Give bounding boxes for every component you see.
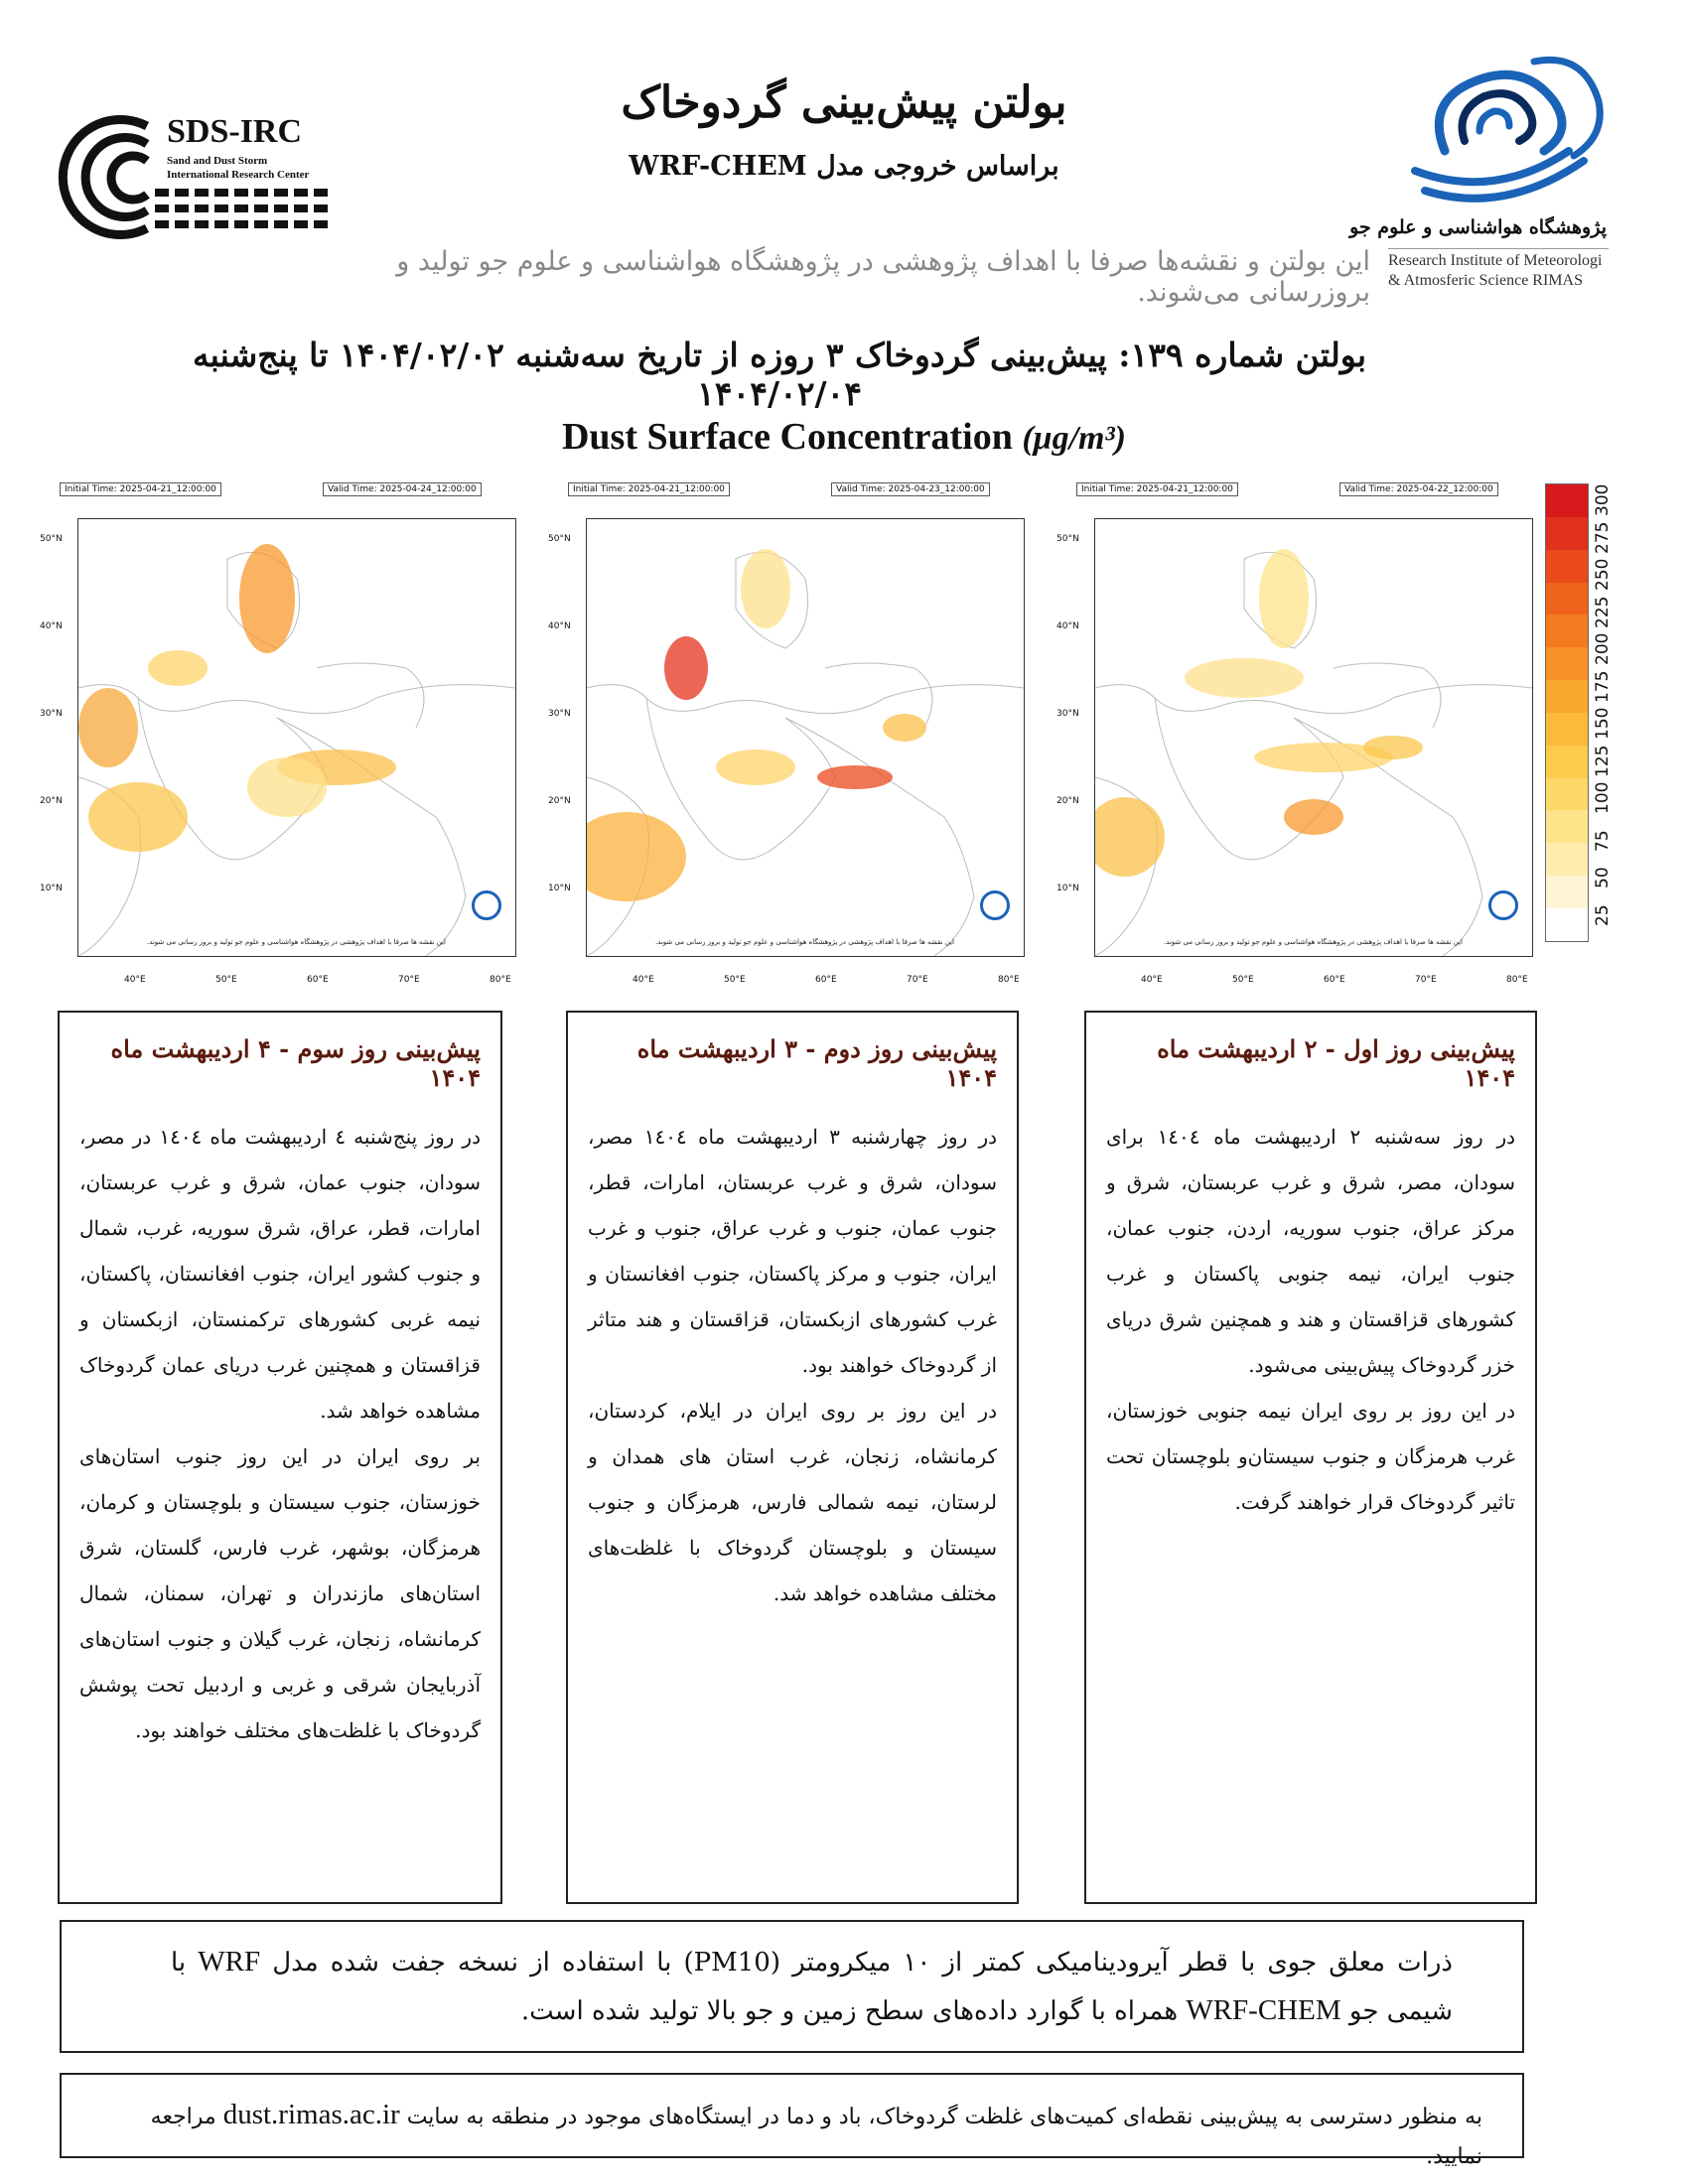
lon-label: 50°E (724, 975, 746, 985)
dust-plume (239, 544, 295, 653)
map-initial-time: Initial Time: 2025-04-21_12:00:00 (60, 482, 221, 496)
lat-label: 10°N (40, 884, 63, 893)
colorbar-segment (1546, 810, 1588, 843)
disclaimer-text: این بولتن و نقشه‌ها صرفا با اهداف پژوهشی در پژوهشگاه هواشناسی و علوم جو تولید و بروزرسانی می‌شوند. (396, 246, 1370, 308)
bulletin-heading: بولتن شماره ۱۳۹: پیش‌بینی گردوخاک ۳ روزه از تاریخ سه‌شنبه ۱۴۰۴/۰۲/۰۲ تا پنج‌شنبه ۱۴۰۴/۰۲/۰۴ (192, 336, 1367, 413)
colorbar-segment (1546, 713, 1588, 746)
model-info-part-c: با شیمی جو (171, 1948, 1453, 2026)
model-info-text (171, 1938, 1453, 2035)
map-logo-icon (980, 890, 1010, 920)
dust-plume (148, 650, 208, 686)
sds-irc-sub-2: International Research Center (167, 169, 310, 181)
colorbar-segment (1546, 746, 1588, 778)
dust-map-2 (548, 482, 1045, 989)
forecast-day2-text-2: در این روز بر روی ایران در ایلام، کردستان، کرمانشاه، زنجان، غرب استان های همدان و لرستان، نیمه شمالی فارس، هرمزگان و جنوب سیستان و بلوچستان گردوخاک با غلظت‌های مختلف مشاهده خواهد شد. (588, 1399, 997, 1605)
map-valid-time: Valid Time: 2025-04-22_12:00:00 (1339, 482, 1498, 496)
rimas-divider (1388, 248, 1609, 249)
map-note: این نقشه ها صرفا با اهداف پژوهشی در پژوهشگاه هواشناسی و علوم جو تولید و بروز رسانی می شوند. (146, 938, 446, 946)
lon-label: 80°E (998, 975, 1020, 985)
colorbar-segment (1546, 647, 1588, 680)
website-info-box (60, 2073, 1524, 2169)
map-initial-time: Initial Time: 2025-04-21_12:00:00 (568, 482, 730, 496)
map-logo-icon (472, 890, 501, 920)
forecast-day3-title: پیش‌بینی روز سوم - ۴ اردیبهشت ماه ۱۴۰۴ (110, 1034, 481, 1092)
colorbar-segment (1546, 680, 1588, 713)
colorbar-tick: 25 (1593, 903, 1613, 926)
lon-label: 60°E (307, 975, 329, 985)
map-valid-time: Valid Time: 2025-04-23_12:00:00 (831, 482, 990, 496)
lon-label: 40°E (633, 975, 654, 985)
model-info-wrf: WRF (198, 1946, 261, 1978)
model-info-box (60, 1920, 1524, 2053)
map-valid-time: Valid Time: 2025-04-24_12:00:00 (323, 482, 482, 496)
model-info-part-e: همراه با گوارد داده‌های سطح زمین و جو بالا تولید شده است. (520, 1996, 1179, 2026)
lat-label: 50°N (1056, 534, 1079, 544)
map-logo-icon (1488, 890, 1518, 920)
colorbar-tick: 275 (1593, 521, 1613, 554)
colorbar-tick: 50 (1593, 867, 1613, 888)
colorbar-segment (1546, 583, 1588, 615)
colorbar-segment (1546, 517, 1588, 550)
map-plot-area (1094, 518, 1533, 957)
dust-plume (247, 757, 327, 817)
chart-title-text: Dust Surface Concentration (561, 416, 1013, 458)
lat-label: 20°N (40, 796, 63, 806)
rimas-logo (1385, 42, 1623, 210)
dust-plume (716, 750, 795, 785)
colorbar-tick: 225 (1593, 596, 1613, 628)
colorbar-segment (1546, 843, 1588, 876)
website-info-part-c: مراجعه نمایید. (150, 2105, 1482, 2169)
colorbar (1545, 483, 1589, 942)
forecast-day2-text-1: در روز چهارشنبه ۳ اردیبهشت ماه ١٤٠٤ مصر، سودان، شرق و غرب عربستان، امارات، قطر، جنوب عمان، جنوب و غرب عراق، جنوب و غرب ایران، جنوب و مرکز پاکستان، جنوب افغانستان و غرب کشورهای ازبکستان، قزاقستان و هند متاثر از گردوخاک خواهند بود. (588, 1125, 998, 1377)
chart-title: Dust Surface Concentration (μg/m³) (561, 416, 1126, 458)
website-link[interactable]: dust.rimas.ac.ir (222, 2099, 400, 2130)
colorbar-segment (1546, 484, 1588, 517)
dust-plume (78, 688, 138, 767)
lat-label: 40°N (548, 621, 571, 631)
lat-label: 40°N (40, 621, 63, 631)
map-basemap (587, 519, 1024, 956)
bulletin-subtitle: براساس خروجی مدل WRF-CHEM (629, 151, 1059, 182)
rimas-name-fa: پژوهشگاه هواشناسی و علوم جو (1349, 216, 1607, 238)
map-note: این نقشه ها صرفا با اهداف پژوهشی در پژوهشگاه هواشناسی و علوم جو تولید و بروز رسانی می شوند. (654, 938, 954, 946)
lon-label: 40°E (124, 975, 146, 985)
lat-label: 30°N (40, 709, 63, 719)
colorbar-tick: 300 (1593, 483, 1613, 516)
dust-plume (88, 782, 188, 852)
colorbar-segment (1546, 778, 1588, 811)
website-info-text (101, 2095, 1482, 2177)
sds-irc-name: SDS-IRC (167, 113, 303, 150)
dust-plume (1185, 658, 1304, 698)
map-basemap (78, 519, 515, 956)
lat-label: 30°N (548, 709, 571, 719)
chart-unit: μg/m³ (1033, 420, 1115, 457)
forecast-day3-text-1: در روز پنج‌شنبه ٤ اردیبهشت ماه ١٤٠٤ در مصر، سودان، جنوب عمان، شرق و غرب عربستان، امارات، قطر، عراق، شرق سوریه، غرب، شمال و جنوب کشور ایران، جنوب افغانستان، پاکستان، نیمه غربی کشورهای ترکمنستان، ازبکستان و قزاقستان و همچنین غرب دریای عمان گردوخاک مشاهده خواهد شد. (79, 1125, 481, 1423)
colorbar-tick: 150 (1593, 707, 1613, 740)
colorbar-tick: 75 (1593, 829, 1613, 852)
lon-label: 50°E (215, 975, 237, 985)
forecast-day1-text-1: در روز سه‌شنبه ۲ اردیبهشت ماه ١٤٠٤ برای سودان، مصر، شرق و غرب عربستان، شرق و مرکز عراق، جنوب سوریه، اردن، جنوب عمان، جنوب ایران، نیمه جنوبی پاکستان و غرب کشورهای قزاقستان و هند و همچنین شرق دریای خزر گردوخاک پیش‌بینی می‌شود. (1106, 1125, 1516, 1377)
colorbar-tick: 250 (1593, 558, 1613, 591)
dust-plume (883, 714, 926, 742)
forecast-day3 (58, 1011, 502, 1904)
colorbar-segment (1546, 908, 1588, 941)
lat-label: 20°N (548, 796, 571, 806)
dust-plume (1259, 549, 1309, 648)
forecast-day1-title: پیش‌بینی روز اول - ۲ اردیبهشت ماه ۱۴۰۴ (1157, 1034, 1515, 1092)
model-info-wrf-chem: WRF-CHEM (1186, 1994, 1341, 2026)
colorbar-tick: 200 (1593, 632, 1613, 665)
lon-label: 50°E (1232, 975, 1254, 985)
model-info-part-a: ذرات معلق جوی با قطر آیرودینامیکی کمتر از ۱۰ میکرومتر (PM10) با استفاده از نسخه جفت شده مدل (272, 1948, 1453, 1978)
colorbar-segment (1546, 876, 1588, 908)
sds-irc-sub-1: Sand and Dust Storm (167, 155, 268, 167)
dust-plume (817, 765, 893, 789)
forecast-day1-text-2: در این روز بر روی ایران نیمه جنوبی خوزستان، غرب هرمزگان و جنوب سیستان‌و بلوچستان تحت تاثیر گردوخاک قرار خواهند گرفت. (1106, 1399, 1515, 1514)
colorbar-tick: 175 (1593, 670, 1613, 703)
lon-label: 60°E (815, 975, 837, 985)
lat-label: 10°N (1056, 884, 1079, 893)
colorbar-segment (1546, 614, 1588, 647)
rimas-name-en-2: & Atmosferic Science RIMAS (1388, 272, 1583, 289)
dust-plume (587, 812, 686, 901)
lat-label: 30°N (1056, 709, 1079, 719)
bulletin-title: بولتن پیش‌بینی گردوخاک (621, 77, 1067, 128)
colorbar-segment (1546, 550, 1588, 583)
lon-label: 80°E (490, 975, 511, 985)
dust-plume (741, 549, 790, 628)
rimas-name-en-1: Research Institute of Meteorologi (1388, 252, 1603, 269)
map-plot-area (586, 518, 1025, 957)
website-info-part-a: به منظور دسترسی به پیش‌بینی نقطه‌ای کمیت‌های غلظت گردوخاک، باد و دما در ایستگاه‌های موجود در منطقه به سایت (406, 2105, 1482, 2129)
dust-plume (664, 636, 708, 700)
lat-label: 50°N (548, 534, 571, 544)
lon-label: 70°E (398, 975, 420, 985)
map-basemap (1095, 519, 1532, 956)
lon-label: 60°E (1324, 975, 1345, 985)
colorbar-tick: 125 (1593, 745, 1613, 777)
dust-map-3 (1056, 482, 1553, 989)
lon-label: 40°E (1141, 975, 1163, 985)
forecast-day3-text-2: بر روی ایران در این روز جنوب استان‌های خوزستان، جنوب سیستان و بلوچستان و کرمان، هرمزگان، بوشهر، غرب فارس، گلستان، شرق استان‌های مازندران و تهران، سمنان، شمال کرمانشاه، زنجان، غرب گیلان و جنوب استان‌های آذربایجان شرقی و غربی و اردبیل تحت پوشش گردوخاک با غلظت‌های مختلف خواهند بود. (79, 1444, 481, 1742)
colorbar-tick: 100 (1593, 781, 1613, 814)
lon-label: 80°E (1506, 975, 1528, 985)
forecast-day1 (1084, 1011, 1537, 1904)
map-initial-time: Initial Time: 2025-04-21_12:00:00 (1076, 482, 1238, 496)
dust-plume (1095, 797, 1165, 877)
lat-label: 50°N (40, 534, 63, 544)
lon-label: 70°E (1415, 975, 1437, 985)
map-plot-area (77, 518, 516, 957)
map-note: این نقشه ها صرفا با اهداف پژوهشی در پژوهشگاه هواشناسی و علوم جو تولید و بروز رسانی می شوند. (1163, 938, 1463, 946)
lat-label: 40°N (1056, 621, 1079, 631)
lat-label: 10°N (548, 884, 571, 893)
forecast-day2 (566, 1011, 1019, 1904)
lon-label: 70°E (907, 975, 928, 985)
dust-plume (1363, 736, 1423, 759)
dust-map-1 (40, 482, 536, 989)
lat-label: 20°N (1056, 796, 1079, 806)
dust-plume (1284, 799, 1343, 835)
forecast-day2-title: پیش‌بینی روز دوم - ۳ اردیبهشت ماه ۱۴۰۴ (636, 1034, 997, 1092)
